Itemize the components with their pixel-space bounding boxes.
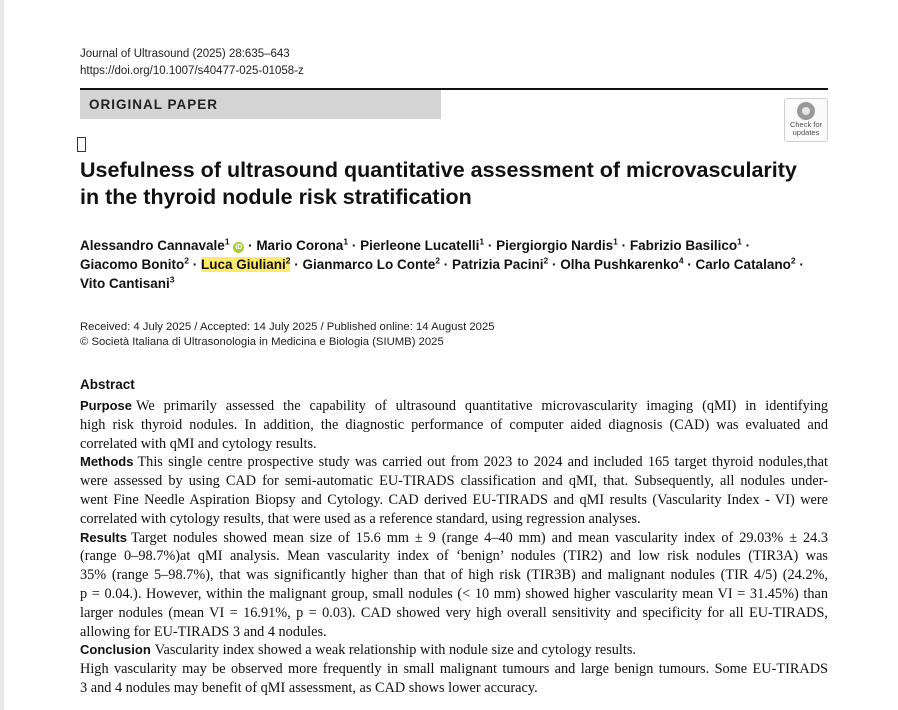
author-list: Alessandro Cannavale$^1$ iD · Mario Corona$^1$ · Pierleone Lucatelli$^1$ · Piergiorgio Nardis$^1$ · Fabrizio Basilico$^1$ · Giacomo Bonito$^2$ · Luca Giuliani$^2$ · Gianmarco Lo Conte$^2$ · Patrizia Pacini$^2$ · Olha Pushkarenko$^4$ · Carlo Catalano$^2$ · Vito Cantisani$^3$ bbox=[80, 236, 804, 291]
author-name[interactable]: Vito Cantisani bbox=[80, 276, 170, 291]
highlighted-author-name: Luca Giuliani$^2$ bbox=[200, 255, 291, 272]
results-label: Results bbox=[80, 529, 127, 545]
author-name[interactable]: Gianmarco Lo Conte bbox=[302, 257, 436, 272]
author-name[interactable]: Alessandro Cannavale bbox=[80, 238, 225, 253]
author-name[interactable]: Olha Pushkarenko bbox=[560, 257, 679, 272]
paper-title: Usefulness of ultrasound quantitative assessment of microvascularity in the thyroid nodule risk stratification bbox=[80, 158, 797, 209]
conclusion-line: Conclusion Vascularity index showed a weak relationship with nodule size and cytology results. bbox=[80, 642, 636, 659]
abstract-body: Purpose We primarily assessed the capability of ultrasound quantitative microvascularity imaging (qMI) in identifying high risk thyroid nodules. In addition, the diagnostic performance of computer aided diagnosis (CAD) was evaluated and correlated with qMI and cytology results. Methods This single centre prospective study was carried out from 2023 to 2024 and included 165 target thyroid nodules,that were assessed by using CAD for semi-automatic EU-TIRADS classification and qMI, that. Subsequently, all nodules under- went Fine Needle Aspiration Biopsy and Cytology. CAD derived EU-TIRADS and qMI results (Vascularity Index - VI) were correlated with cytology results, that were used as a reference standard, using regression analyses. Results Target nodules showed mean size of 15.6 mm ± 9 (range 4–40 mm) and mean vascularity index of 29.03% ± 24.3 (range 0–98.7%)at qMI analysis. Mean vascularity index of ‘benign’ nodules (TIR2) and low risk nodules (TIR3A) was 35% (range 5–98.7%), that was significantly higher than that of high risk (TIR3B) and malignant nodules (TIR 4/5) (24.2%, p = 0.04.). However, within the malignant group, small nodules (< 10 mm) showed higher vascularity mean VI = 31.45%) than larger nodules (mean VI = 16.91%, p = 0.03). CAD showed very high overall sensitivity and specificity for all EU-TIRADS, allowing for EU-TIRADS 3 and 4 nodules. Conclusion Vascularity index showed a weak relationship with nodule size and cytology results. High vascularity may be observed more frequently in small malignant tumours and large benign tumours. Some EU-TIRADS 3 and 4 nodules may benefit of qMI assessment, as CAD shows lower accuracy. bbox=[80, 398, 828, 696]
author-name[interactable]: Patrizia Pacini bbox=[451, 257, 544, 272]
article-type-band: ORIGINAL PAPER bbox=[80, 90, 441, 119]
journal-citation: Journal of Ultrasound (2025) 28:635–643 bbox=[80, 48, 290, 60]
author-name[interactable]: Pierleone Lucatelli bbox=[360, 238, 480, 253]
purpose-label: Purpose bbox=[80, 398, 133, 413]
history-dates: Received: 4 July 2025 / Accepted: 14 July 2025 / Published online: 14 August 2025 bbox=[80, 321, 495, 333]
conclusion-label: Conclusion bbox=[80, 642, 151, 658]
check-for-updates-badge[interactable]: Check for updates bbox=[784, 98, 828, 142]
author-name[interactable]: Piergiorgio Nardis bbox=[496, 238, 614, 253]
author-name[interactable]: Fabrizio Basilico bbox=[629, 238, 738, 253]
journal-header bbox=[80, 46, 304, 80]
author-name[interactable]: Carlo Catalano bbox=[695, 257, 791, 272]
text-cursor-box bbox=[77, 137, 86, 152]
purpose-line: Purpose We primarily assessed the capability of ultrasound quantitative microvascularity imaging (qMI) in identifying bbox=[80, 398, 828, 414]
viewer-left-edge bbox=[0, 0, 4, 710]
results-line: Results Target nodules showed mean size of 15.6 mm ± 9 (range 4–40 mm) and mean vascularity index of 29.03% ± 24.3 bbox=[80, 529, 828, 546]
methods-label: Methods bbox=[80, 454, 134, 470]
author-name[interactable]: Mario Corona bbox=[256, 238, 344, 253]
copyright-line: © Società Italiana di Ultrasonologia in Medicina e Biologia (SIUMB) 2025 bbox=[80, 336, 444, 348]
author-name[interactable]: Giacomo Bonito bbox=[80, 257, 185, 272]
doi-link[interactable]: https://doi.org/10.1007/s40477-025-01058-z bbox=[80, 65, 304, 77]
publication-dates bbox=[80, 320, 495, 350]
methods-line: Methods This single centre prospective study was carried out from 2023 to 2024 and included 165 target thyroid nodules,that bbox=[80, 454, 828, 471]
check-for-updates-icon bbox=[797, 102, 815, 120]
orcid-icon[interactable]: iD bbox=[235, 244, 243, 251]
abstract-heading: Abstract bbox=[80, 377, 135, 392]
